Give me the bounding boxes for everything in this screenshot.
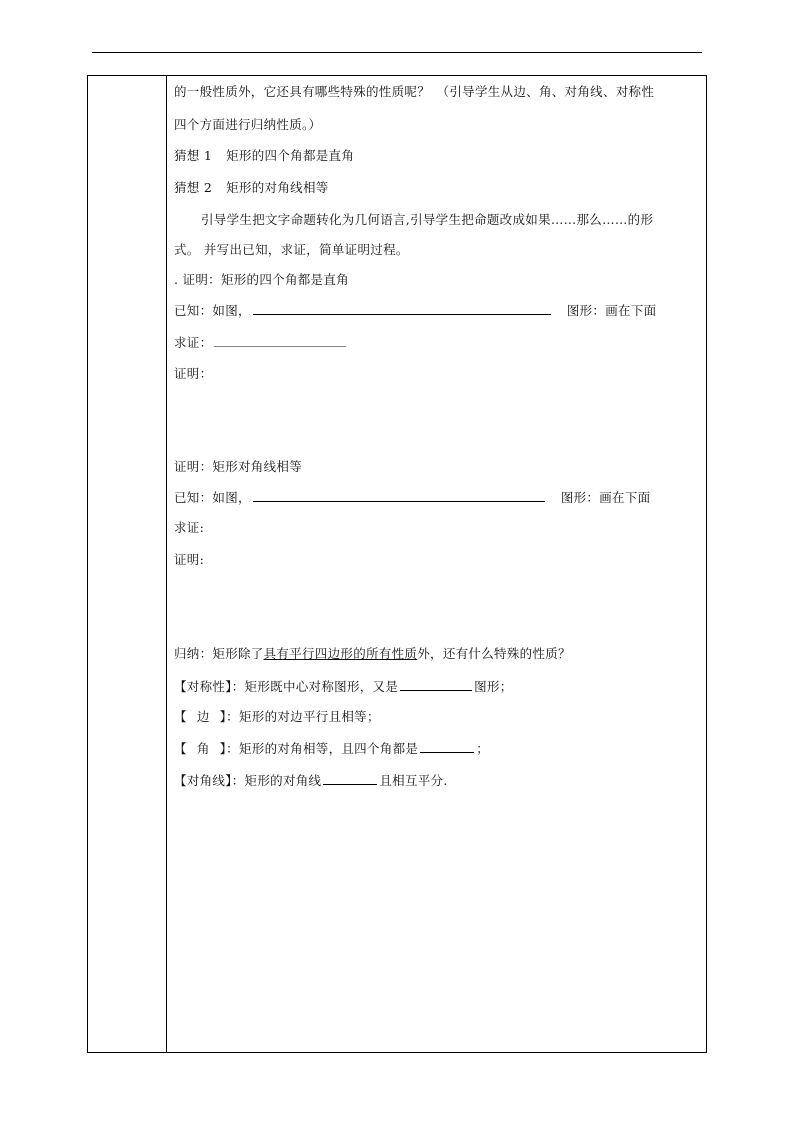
symmetry-blank[interactable] xyxy=(400,678,472,691)
bracket-open: 【 xyxy=(174,709,187,724)
property-text: ； xyxy=(476,741,489,756)
property-text: 图形； xyxy=(474,679,513,694)
table-column-divider xyxy=(166,75,167,1053)
given-blank[interactable] xyxy=(253,302,551,315)
property-text: 】：矩形的对角相等，且四个角都是 xyxy=(219,741,419,756)
property-key: 边 xyxy=(196,709,210,724)
given-line-1 xyxy=(174,302,656,319)
given-line-2 xyxy=(174,489,650,506)
prove-blank[interactable] xyxy=(214,334,346,347)
given-label: 已知：如图， xyxy=(174,303,251,318)
figure-note: 图形：画在下面 xyxy=(560,490,651,505)
prove-line-1 xyxy=(174,334,348,351)
summary-question xyxy=(174,646,571,662)
conjecture-1 xyxy=(174,148,354,164)
prove-label: 求证： xyxy=(174,335,213,350)
figure-note: 图形：画在下面 xyxy=(566,303,657,318)
conjecture-2-label: 猜想 2 xyxy=(174,180,213,195)
text-line: 引导学生把文字命题转化为几何语言,引导学生把命题改成如果……那么……的形 xyxy=(201,212,654,227)
proof-1-title: . 证明：矩形的四个角都是直角 xyxy=(174,272,349,287)
proof-2-title: 证明：矩形对角线相等 xyxy=(174,459,303,474)
property-text: 【对角线】：矩形的对角线 xyxy=(174,773,322,788)
bracket-open: 【 xyxy=(174,741,187,756)
conjecture-2-text: 矩形的对角线相等 xyxy=(226,180,329,195)
property-text: 】：矩形的对边平行且相等； xyxy=(219,709,380,724)
property-text: 且相互平分. xyxy=(379,773,448,788)
property-diagonals xyxy=(174,772,448,789)
text-line: 的一般性质外，它还具有哪些特殊的性质呢？ （引导学生从边、角、对角线、对称性 xyxy=(174,84,655,99)
conjecture-1-text: 矩形的四个角都是直角 xyxy=(226,148,355,163)
property-sides xyxy=(174,709,380,725)
diagonals-blank[interactable] xyxy=(323,772,377,785)
summary-text: 外，还有什么特殊的性质？ xyxy=(417,646,571,661)
conjecture-1-label: 猜想 1 xyxy=(174,148,213,163)
text-line: 式。 并写出已知，求证，简单证明过程。 xyxy=(174,242,409,257)
property-text: 【对称性】：矩形既中心对称图形，又是 xyxy=(174,679,399,694)
property-angles xyxy=(174,740,489,757)
conjecture-2 xyxy=(174,180,329,196)
text-line: 四个方面进行归纳性质。） xyxy=(174,117,322,132)
angles-blank[interactable] xyxy=(420,740,474,753)
summary-underlined: 具有平行四边形的所有性质 xyxy=(263,646,418,661)
given-blank[interactable] xyxy=(253,489,545,502)
header-rule xyxy=(92,52,702,53)
property-symmetry xyxy=(174,678,513,695)
proof-label-1: 证明： xyxy=(174,366,213,381)
property-key: 角 xyxy=(196,741,210,756)
summary-text: 归纳：矩形除了 xyxy=(174,646,264,661)
proof-label-2: 证明: xyxy=(174,552,205,567)
given-label: 已知：如图， xyxy=(174,490,251,505)
prove-line-2: 求证: xyxy=(174,520,205,535)
